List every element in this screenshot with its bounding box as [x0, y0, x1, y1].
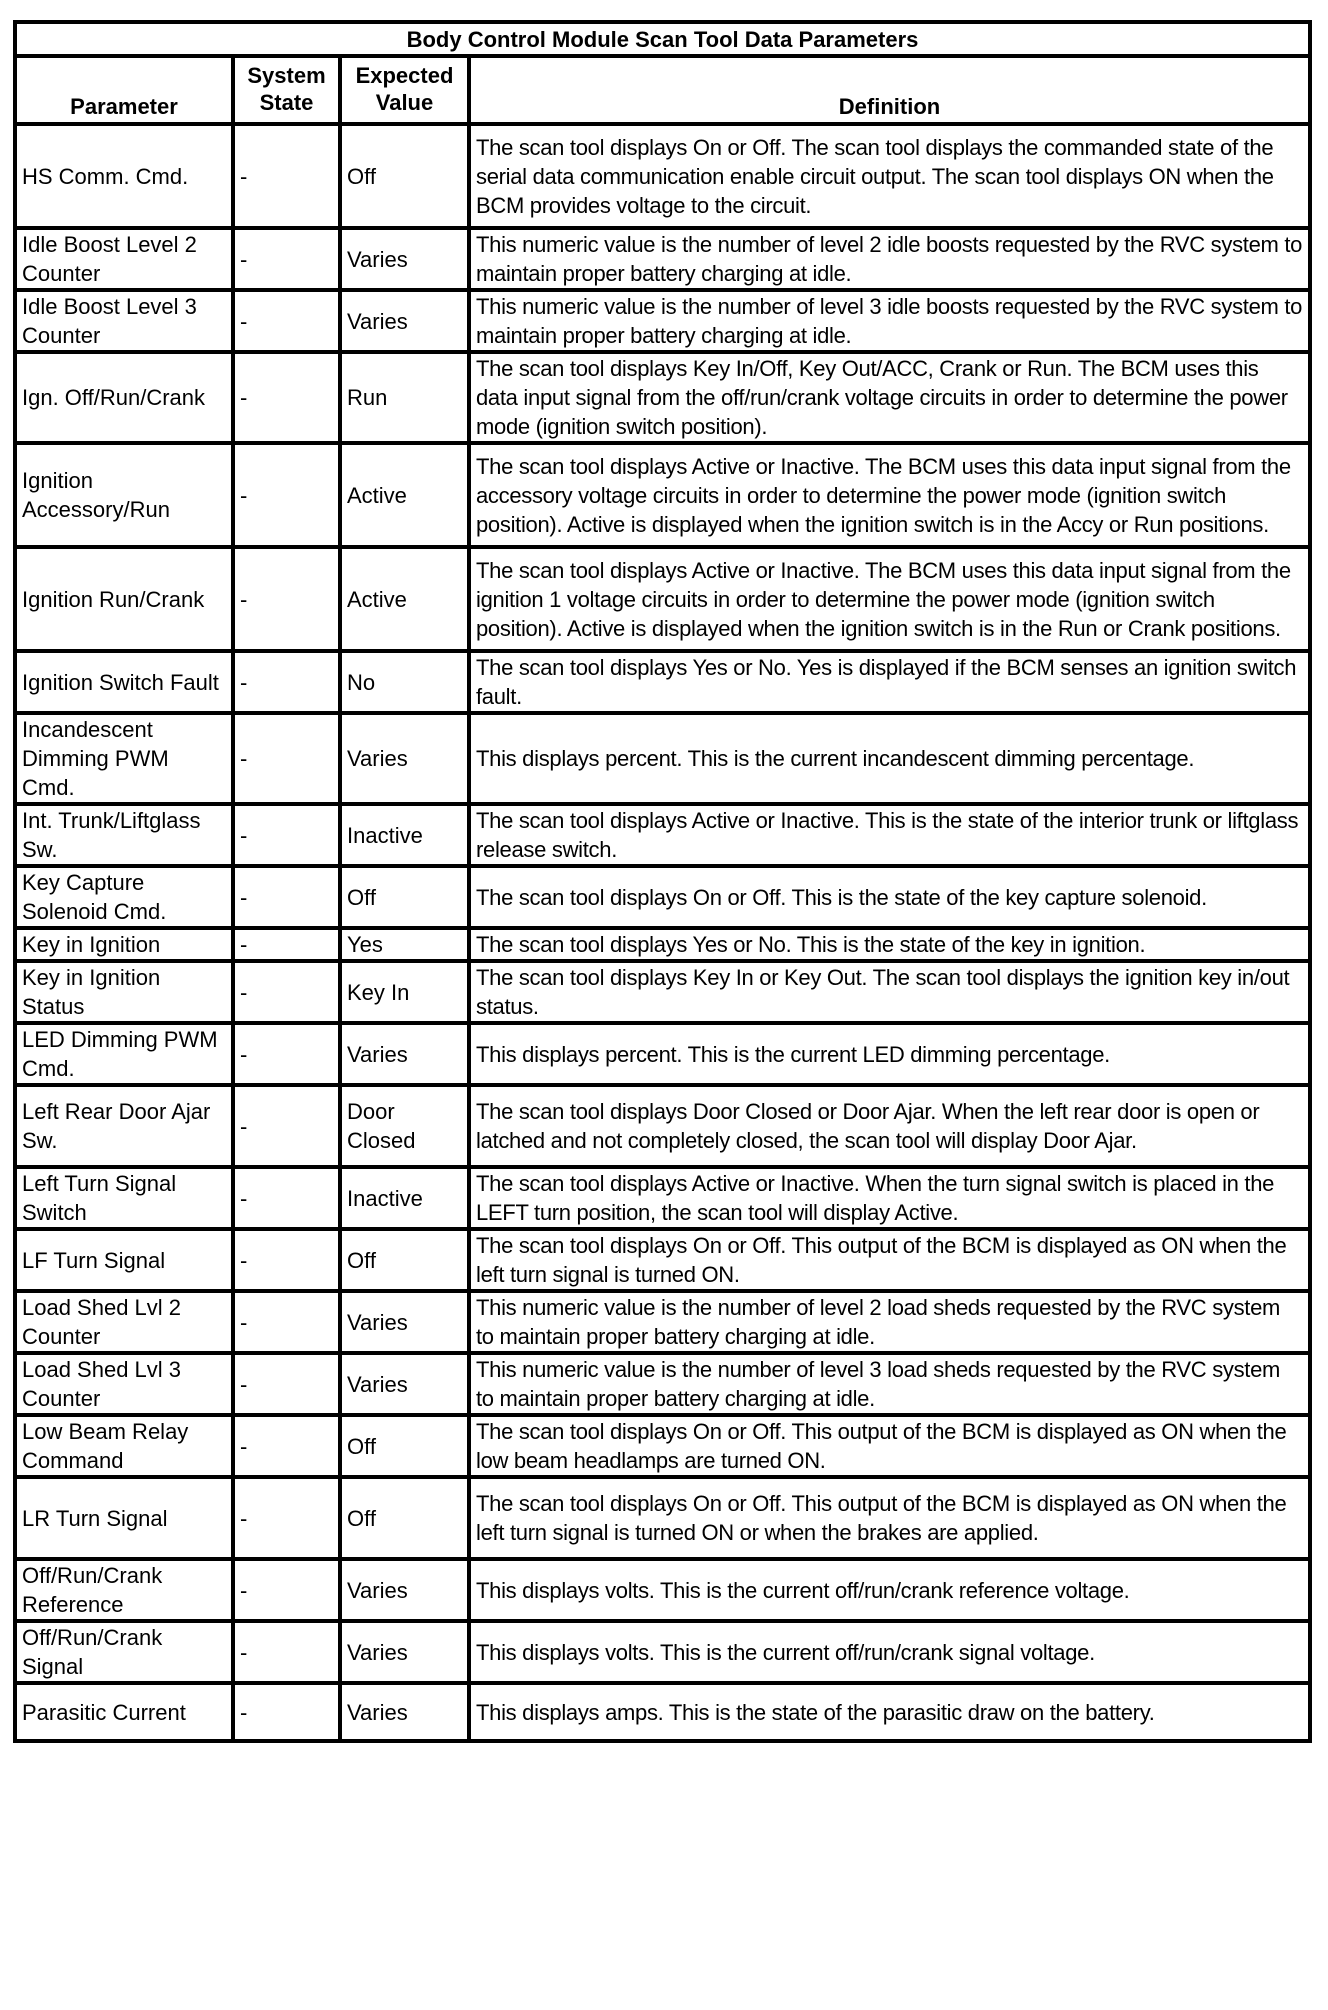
definition-cell: This displays amps. This is the state of the parasitic draw on the battery.: [469, 1683, 1310, 1741]
table-header-row: [15, 56, 1310, 124]
parameter-cell: Load Shed Lvl 2 Counter: [15, 1291, 233, 1353]
table-row: [15, 651, 1310, 713]
definition-cell: The scan tool displays On or Off. This output of the BCM is displayed as ON when the left turn signal is turned ON or when the brakes are applied.: [469, 1477, 1310, 1559]
parameter-cell: Ign. Off/Run/Crank: [15, 352, 233, 443]
expected-value-cell: Run: [340, 352, 469, 443]
definition-cell: The scan tool displays Active or Inactive. The BCM uses this data input signal from the ignition 1 voltage circuits in order to determine the power mode (ignition switch position). Active is displayed when the ignition switch is in the Run or Crank positions.: [469, 547, 1310, 651]
table-body: [15, 124, 1310, 1741]
expected-value-cell: Active: [340, 547, 469, 651]
definition-cell: This numeric value is the number of level 3 idle boosts requested by the RVC system to maintain proper battery charging at idle.: [469, 290, 1310, 352]
header-expected-value: Expected Value: [340, 56, 469, 124]
table-row: [15, 866, 1310, 928]
system-state-cell: -: [233, 713, 340, 804]
parameter-cell: LR Turn Signal: [15, 1477, 233, 1559]
parameter-cell: Low Beam Relay Command: [15, 1415, 233, 1477]
table-row: [15, 928, 1310, 961]
table-row: [15, 1559, 1310, 1621]
expected-value-cell: Varies: [340, 1353, 469, 1415]
parameter-cell: Key Capture Solenoid Cmd.: [15, 866, 233, 928]
table-row: [15, 352, 1310, 443]
system-state-cell: -: [233, 352, 340, 443]
definition-cell: The scan tool displays On or Off. The scan tool displays the commanded state of the serial data communication enable circuit output. The scan tool displays ON when the BCM provides voltage to the circuit.: [469, 124, 1310, 228]
table-row: [15, 228, 1310, 290]
system-state-cell: -: [233, 1621, 340, 1683]
expected-value-cell: Varies: [340, 290, 469, 352]
table-row: [15, 1353, 1310, 1415]
definition-cell: The scan tool displays Active or Inactive. The BCM uses this data input signal from the accessory voltage circuits in order to determine the power mode (ignition switch position). Active is displayed when the ignition switch is in the Accy or Run positions.: [469, 443, 1310, 547]
system-state-cell: -: [233, 547, 340, 651]
system-state-cell: -: [233, 443, 340, 547]
definition-cell: The scan tool displays Active or Inactive. This is the state of the interior trunk or liftglass release switch.: [469, 804, 1310, 866]
parameter-cell: Parasitic Current: [15, 1683, 233, 1741]
parameter-cell: Idle Boost Level 3 Counter: [15, 290, 233, 352]
definition-cell: The scan tool displays Door Closed or Door Ajar. When the left rear door is open or latched and not completely closed, the scan tool will display Door Ajar.: [469, 1085, 1310, 1167]
parameter-cell: Incandescent Dimming PWM Cmd.: [15, 713, 233, 804]
expected-value-cell: Varies: [340, 1559, 469, 1621]
parameter-cell: Ignition Accessory/Run: [15, 443, 233, 547]
expected-value-cell: Inactive: [340, 804, 469, 866]
parameter-cell: Off/Run/Crank Reference: [15, 1559, 233, 1621]
header-definition: Definition: [469, 56, 1310, 124]
definition-cell: This displays volts. This is the current off/run/crank reference voltage.: [469, 1559, 1310, 1621]
definition-cell: This numeric value is the number of level 2 idle boosts requested by the RVC system to maintain proper battery charging at idle.: [469, 228, 1310, 290]
system-state-cell: -: [233, 928, 340, 961]
table-row: [15, 1229, 1310, 1291]
definition-cell: The scan tool displays Yes or No. This is the state of the key in ignition.: [469, 928, 1310, 961]
table-row: [15, 443, 1310, 547]
expected-value-cell: Varies: [340, 1291, 469, 1353]
expected-value-cell: Key In: [340, 961, 469, 1023]
parameter-cell: LF Turn Signal: [15, 1229, 233, 1291]
definition-cell: The scan tool displays Active or Inactive. When the turn signal switch is placed in the LEFT turn position, the scan tool will display Active.: [469, 1167, 1310, 1229]
parameter-cell: Int. Trunk/Liftglass Sw.: [15, 804, 233, 866]
expected-value-cell: Varies: [340, 228, 469, 290]
parameter-cell: Key in Ignition: [15, 928, 233, 961]
parameter-cell: Idle Boost Level 2 Counter: [15, 228, 233, 290]
parameter-cell: Ignition Switch Fault: [15, 651, 233, 713]
table-row: [15, 1291, 1310, 1353]
definition-cell: The scan tool displays Yes or No. Yes is displayed if the BCM senses an ignition switch fault.: [469, 651, 1310, 713]
definition-cell: This displays percent. This is the current incandescent dimming percentage.: [469, 713, 1310, 804]
parameter-cell: HS Comm. Cmd.: [15, 124, 233, 228]
definition-cell: This displays volts. This is the current off/run/crank signal voltage.: [469, 1621, 1310, 1683]
table-row: [15, 124, 1310, 228]
definition-cell: The scan tool displays Key In or Key Out. The scan tool displays the ignition key in/out status.: [469, 961, 1310, 1023]
expected-value-cell: Varies: [340, 1683, 469, 1741]
table-row: [15, 547, 1310, 651]
system-state-cell: -: [233, 1477, 340, 1559]
system-state-cell: -: [233, 1559, 340, 1621]
system-state-cell: -: [233, 1023, 340, 1085]
system-state-cell: -: [233, 1291, 340, 1353]
system-state-cell: -: [233, 961, 340, 1023]
expected-value-cell: Off: [340, 1229, 469, 1291]
expected-value-cell: Varies: [340, 1621, 469, 1683]
table-row: [15, 290, 1310, 352]
system-state-cell: -: [233, 290, 340, 352]
definition-cell: The scan tool displays On or Off. This output of the BCM is displayed as ON when the left turn signal is turned ON.: [469, 1229, 1310, 1291]
expected-value-cell: Off: [340, 124, 469, 228]
parameter-cell: Ignition Run/Crank: [15, 547, 233, 651]
system-state-cell: -: [233, 1167, 340, 1229]
expected-value-cell: Door Closed: [340, 1085, 469, 1167]
system-state-cell: -: [233, 1415, 340, 1477]
table-row: [15, 1415, 1310, 1477]
table-title-row: [15, 22, 1310, 56]
parameter-cell: Left Rear Door Ajar Sw.: [15, 1085, 233, 1167]
table-row: [15, 1683, 1310, 1741]
parameter-cell: Key in Ignition Status: [15, 961, 233, 1023]
expected-value-cell: Off: [340, 1477, 469, 1559]
scan-tool-data-table: [13, 20, 1312, 1743]
expected-value-cell: Varies: [340, 1023, 469, 1085]
system-state-cell: -: [233, 1229, 340, 1291]
system-state-cell: -: [233, 651, 340, 713]
table-row: [15, 804, 1310, 866]
expected-value-cell: Yes: [340, 928, 469, 961]
definition-cell: This numeric value is the number of level 3 load sheds requested by the RVC system to maintain proper battery charging at idle.: [469, 1353, 1310, 1415]
table-row: [15, 1477, 1310, 1559]
expected-value-cell: No: [340, 651, 469, 713]
definition-cell: This displays percent. This is the current LED dimming percentage.: [469, 1023, 1310, 1085]
table-row: [15, 1167, 1310, 1229]
parameter-cell: Off/Run/Crank Signal: [15, 1621, 233, 1683]
header-parameter: Parameter: [15, 56, 233, 124]
expected-value-cell: Off: [340, 866, 469, 928]
system-state-cell: -: [233, 1085, 340, 1167]
expected-value-cell: Varies: [340, 713, 469, 804]
table-row: [15, 1023, 1310, 1085]
system-state-cell: -: [233, 866, 340, 928]
table-row: [15, 1621, 1310, 1683]
definition-cell: The scan tool displays On or Off. This is the state of the key capture solenoid.: [469, 866, 1310, 928]
definition-cell: This numeric value is the number of level 2 load sheds requested by the RVC system to maintain proper battery charging at idle.: [469, 1291, 1310, 1353]
parameter-cell: Left Turn Signal Switch: [15, 1167, 233, 1229]
parameter-cell: Load Shed Lvl 3 Counter: [15, 1353, 233, 1415]
expected-value-cell: Active: [340, 443, 469, 547]
system-state-cell: -: [233, 124, 340, 228]
expected-value-cell: Off: [340, 1415, 469, 1477]
definition-cell: The scan tool displays On or Off. This output of the BCM is displayed as ON when the low beam headlamps are turned ON.: [469, 1415, 1310, 1477]
table-row: [15, 1085, 1310, 1167]
header-system-state: System State: [233, 56, 340, 124]
expected-value-cell: Inactive: [340, 1167, 469, 1229]
table-title: Body Control Module Scan Tool Data Parameters: [15, 22, 1310, 56]
system-state-cell: -: [233, 1683, 340, 1741]
system-state-cell: -: [233, 1353, 340, 1415]
table-row: [15, 961, 1310, 1023]
system-state-cell: -: [233, 804, 340, 866]
definition-cell: The scan tool displays Key In/Off, Key Out/ACC, Crank or Run. The BCM uses this data input signal from the off/run/crank voltage circuits in order to determine the power mode (ignition switch position).: [469, 352, 1310, 443]
parameter-cell: LED Dimming PWM Cmd.: [15, 1023, 233, 1085]
system-state-cell: -: [233, 228, 340, 290]
table-row: [15, 713, 1310, 804]
